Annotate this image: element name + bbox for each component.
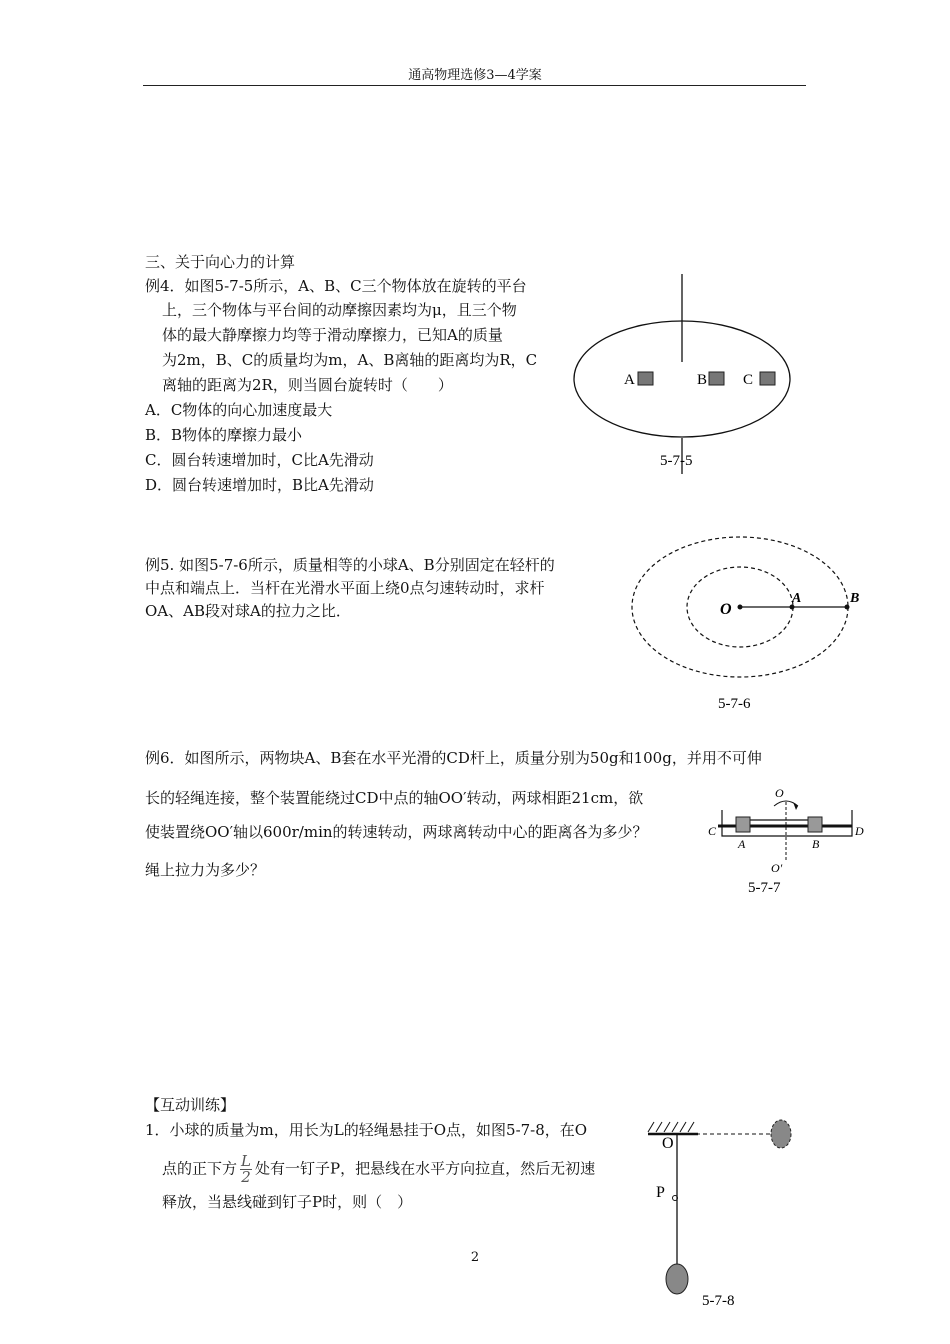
ex4-option-c: C．圆台转速增加时，C比A先滑动 <box>145 451 374 469</box>
label-b: B <box>812 837 820 851</box>
figure-5-7-6 <box>625 525 875 720</box>
ex4-line-5: 离轴的距离为2R，则当圆台旋转时（ ） <box>162 376 453 394</box>
label-c: C <box>743 372 754 388</box>
ceiling-hatch <box>648 1122 694 1132</box>
ex6-line-1: 例6．如图所示，两物块A、B套在水平光滑的CD杆上，质量分别为50g和100g，并用不可伸 <box>145 749 762 767</box>
block-a <box>638 372 653 385</box>
block-b <box>709 372 724 385</box>
label-a: A <box>792 591 802 606</box>
label-b: B <box>850 591 860 606</box>
figure-5-7-5 <box>565 268 805 478</box>
label-a: A <box>738 837 746 851</box>
figure-5-7-7 <box>702 780 872 898</box>
ex4-option-b: B．B物体的摩擦力最小 <box>145 426 303 444</box>
fraction-numerator: L <box>241 1152 251 1170</box>
label-o: O <box>775 786 784 800</box>
section-title: 三、关于向心力的计算 <box>145 253 296 271</box>
header-rule <box>143 85 806 86</box>
figure-caption: 5-7-5 <box>660 453 693 469</box>
ex4-option-a: A．C物体的向心加速度最大 <box>145 401 333 419</box>
ex5-line-3: OA、AB段对球A的拉力之比． <box>145 602 351 620</box>
ex5-line-1: 例5. 如图5-7-6所示，质量相等的小球A、B分别固定在轻杆的 <box>145 556 555 574</box>
figure-caption: 5-7-7 <box>748 880 781 896</box>
page-header: 通高物理选修3—4学案 <box>408 68 542 83</box>
block-a <box>736 817 750 832</box>
ex4-line-1: 例4．如图5-7-5所示，A、B、C三个物体放在旋转的平台 <box>145 277 527 295</box>
q1-line-2-pre: 点的正下方 <box>162 1159 238 1178</box>
q1-line-2 <box>162 1154 595 1185</box>
q1-line-1: 1．小球的质量为m，用长为L的轻绳悬挂于O点，如图5-7-8，在O <box>145 1121 588 1139</box>
ex6-line-3: 使装置绕OO′轴以600r/min的转速转动，两球离转动中心的距离各为多少？ <box>145 823 648 841</box>
block-b <box>808 817 822 832</box>
label-o: O <box>720 601 732 618</box>
fraction-denominator: 2 <box>241 1168 251 1186</box>
ex4-line-3: 体的最大静摩擦力均等于滑动摩擦力，已知A的质量 <box>162 326 503 344</box>
label-o: O <box>662 1135 674 1152</box>
label-c: C <box>708 824 717 838</box>
fraction-l-over-2 <box>240 1154 252 1185</box>
ex4-option-d: D．圆台转速增加时，B比A先滑动 <box>145 476 374 494</box>
ex6-line-2: 长的轻绳连接，整个装置能绕过CD中点的轴OO′转动，两球相距21cm，欲 <box>145 789 644 807</box>
label-d: D <box>855 824 864 838</box>
ex4-line-4: 为2m，B、C的质量均为m，A、B离轴的距离均为R，C <box>162 351 538 369</box>
label-o-prime: O′ <box>771 861 783 875</box>
label-p: P <box>656 1184 665 1201</box>
label-b: B <box>697 372 708 388</box>
q1-line-3: 释放，当悬线碰到钉子P时，则（ ） <box>162 1193 413 1211</box>
ex4-line-2: 上，三个物体与平台间的动摩擦因素均为μ，且三个物 <box>162 301 517 319</box>
figure-5-7-8 <box>640 1112 815 1312</box>
figure-caption: 5-7-6 <box>718 696 751 712</box>
ex5-line-2: 中点和端点上．当杆在光滑水平面上绕0点匀速转动时，求杆 <box>145 579 545 597</box>
arrow-head <box>793 802 798 810</box>
q1-line-2-post: 处有一钉子P，把悬线在水平方向拉直，然后无初速 <box>254 1159 596 1178</box>
training-title: 【互动训练】 <box>145 1096 236 1114</box>
block-c <box>760 372 775 385</box>
ball-initial <box>771 1120 791 1148</box>
ex6-line-4: 绳上拉力为多少？ <box>145 861 266 879</box>
ball-b <box>845 605 850 610</box>
figure-caption: 5-7-8 <box>702 1293 735 1309</box>
label-a: A <box>624 372 635 388</box>
page-number: 2 <box>470 1250 480 1265</box>
pivot-o <box>738 605 743 610</box>
